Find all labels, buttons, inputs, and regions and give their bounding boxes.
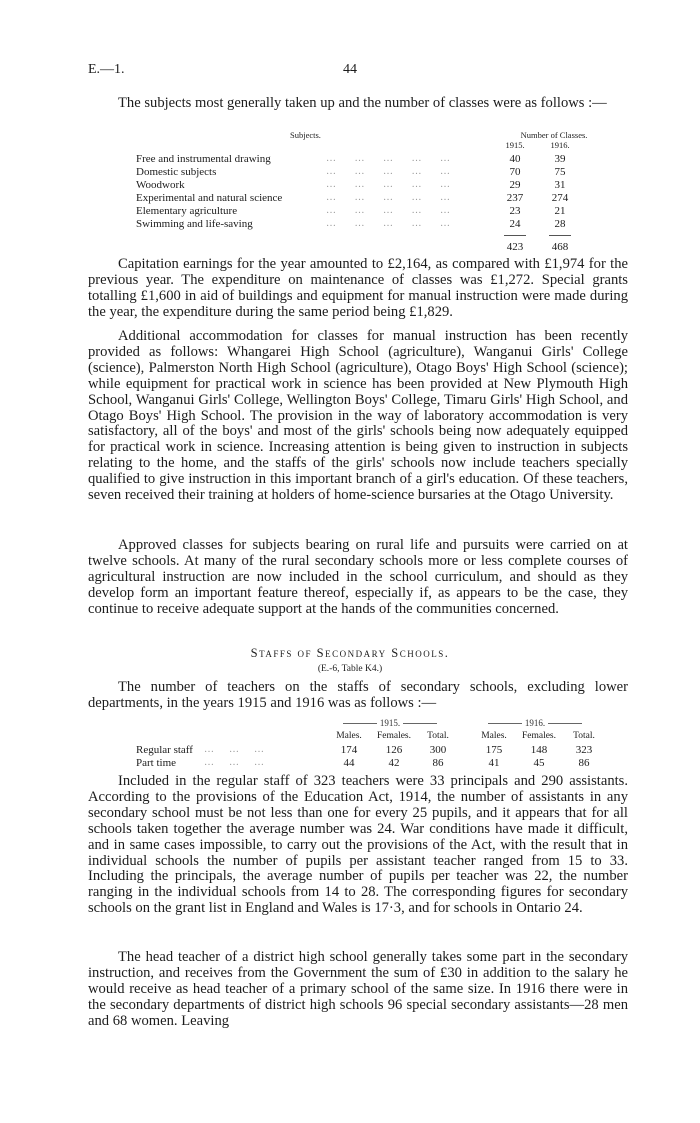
males-1916: 41 (488, 757, 500, 769)
staff-row (136, 744, 626, 757)
classes-1916: 274 (551, 192, 569, 204)
classes-1915: 24 (509, 218, 521, 230)
classes-1915: 40 (509, 153, 521, 165)
subject-label: Experimental and natural science (136, 192, 283, 204)
col-total-1916: Total. (573, 731, 595, 741)
staff-row (136, 757, 626, 770)
females-1916: 45 (533, 757, 545, 769)
col-males-1916: Males. (481, 731, 507, 741)
staff-label: Regular staff (136, 744, 193, 756)
leader-dots: … … … … … (326, 179, 451, 190)
leader-dots: … … … … … (326, 205, 451, 216)
year-group-1916: 1916. (470, 718, 600, 728)
subject-label: Elementary agriculture (136, 205, 238, 217)
head-teacher-paragraph: The head teacher of a district high school generally takes some part in the secondary instruction, and receives from the Government the sum of £30 in addition to the salary he would receive as head teacher of a primary school of the same size. In 1916 there were in the secondary departments of district high schools 96 special secondary assistants—28 men and 68 women. Leaving (88, 949, 628, 1029)
classes-1916: 31 (554, 179, 566, 191)
leader-dots: … … … (204, 757, 264, 768)
number-of-classes-header: Number of Classes. (520, 130, 588, 140)
total-1916: 468 (551, 241, 569, 253)
subject-label: Domestic subjects (136, 166, 217, 178)
staffs-intro: The number of teachers on the staffs of secondary schools, excluding lower departments, in the years 1915 and 1916 was as follows :— (88, 679, 628, 711)
subject-row (136, 192, 616, 205)
staffs-heading: Staffs of Secondary Schools. (250, 646, 450, 660)
classes-1916: 28 (554, 218, 566, 230)
subjects-intro: The subjects most generally taken up and the number of classes were as follows :— (118, 95, 607, 111)
subjects-column-header: Subjects. (290, 130, 321, 140)
subject-label: Woodwork (136, 179, 185, 191)
leader-dots: … … … … … (326, 153, 451, 164)
accommodation-paragraph: Additional accommodation for classes for manual instruction has been recently provided as follows: Whangarei High School (agriculture), Wanganui Girls' College (science), Palmerston North High School (agriculture), Otago Boys' High School (science); while equipment for practical work in science has been provided at New Plymouth High School, Wanganui Girls' College, Wellington Boys' College, Timaru Girls' High School, and Otago Boys' High School. The provision in the way of laboratory accommodation is very satisfactory, all of the boys' and most of the girls' schools being now adequately equipped for practical work in science. Increasing attention is being given to instruction in subjects relating to the home, and the staffs of the girls' schools now include teachers specially qualified to give instruction in this important branch of a girl's education. Of these teachers, seven received their training at holders of home-science bursaries at the Otago University. (88, 328, 628, 504)
classes-1915: 237 (506, 192, 524, 204)
classes-1916: 75 (554, 166, 566, 178)
males-1915: 44 (343, 757, 355, 769)
subject-row (136, 166, 616, 179)
subject-row (136, 179, 616, 192)
total-1916: 86 (578, 757, 590, 769)
classes-1915: 29 (509, 179, 521, 191)
subject-row (136, 218, 616, 231)
subject-row (136, 153, 616, 166)
staffs-table-reference: (E.-6, Table K4.) (317, 664, 383, 674)
year-1915-header: 1915. (505, 140, 525, 150)
females-1916: 148 (530, 744, 548, 756)
females-1915: 42 (388, 757, 400, 769)
total-rule-1915 (504, 235, 526, 236)
total-1915: 300 (429, 744, 447, 756)
leader-dots: … … … (204, 744, 264, 755)
total-1915: 86 (432, 757, 444, 769)
regular-staff-paragraph: Included in the regular staff of 323 teachers were 33 principals and 290 assistants. According to the provisions of the Education Act, 1914, the number of assistants in any secondary school must be not less than one for every 25 pupils, and it appears that for all schools taken together the average number was 24. War conditions have made it difficult, and in same cases impossible, to carry out the provisions of the Act, with the result that in individual schools the number of pupils per assistant teacher ranged from 15 to 33. Including the principals, the average number of pupils per teacher was 22, the number ranging in the individual schools from 14 to 28. The corresponding figures for secondary schools on the grant list in England and Wales is 17·3, and for schools in Ontario 24. (88, 773, 628, 917)
males-1916: 175 (485, 744, 503, 756)
classes-1916: 21 (554, 205, 566, 217)
document-reference: E.—1. (88, 62, 125, 77)
classes-1915: 23 (509, 205, 521, 217)
subject-label: Free and instrumental drawing (136, 153, 271, 165)
subject-row (136, 205, 616, 218)
subject-label: Swimming and life-saving (136, 218, 253, 230)
total-1915: 423 (506, 241, 524, 253)
totals-row (136, 241, 616, 254)
leader-dots: … … … … … (326, 166, 451, 177)
leader-dots: … … … … … (326, 218, 451, 229)
females-1915: 126 (385, 744, 403, 756)
leader-dots: … … … … … (326, 192, 451, 203)
col-males-1915: Males. (336, 731, 362, 741)
classes-1915: 70 (509, 166, 521, 178)
total-rule-1916 (549, 235, 571, 236)
classes-1916: 39 (554, 153, 566, 165)
col-females-1915: Females. (376, 731, 412, 741)
col-females-1916: Females. (521, 731, 557, 741)
year-group-1915: 1915. (325, 718, 455, 728)
col-total-1915: Total. (427, 731, 449, 741)
staff-label: Part time (136, 757, 177, 769)
page-number: 44 (343, 62, 357, 77)
total-1916: 323 (575, 744, 593, 756)
capitation-paragraph: Capitation earnings for the year amounted to £2,164, as compared with £1,974 for the previous year. The expenditure on maintenance of classes was £1,272. Special grants totalling £1,600 in aid of buildings and equipment for manual instruction were made during the year, the expenditure during the same period being £1,829. (88, 256, 628, 320)
year-1916-header: 1916. (550, 140, 570, 150)
rural-paragraph: Approved classes for subjects bearing on rural life and pursuits were carried on at twelve schools. At many of the rural secondary schools more or less complete courses of agricultural instruction are now included in the school curriculum, and should as they develop form an important feature thereof, especially if, as appears to be the case, they continue to receive adequate support at the hands of the communities concerned. (88, 537, 628, 617)
males-1915: 174 (340, 744, 358, 756)
